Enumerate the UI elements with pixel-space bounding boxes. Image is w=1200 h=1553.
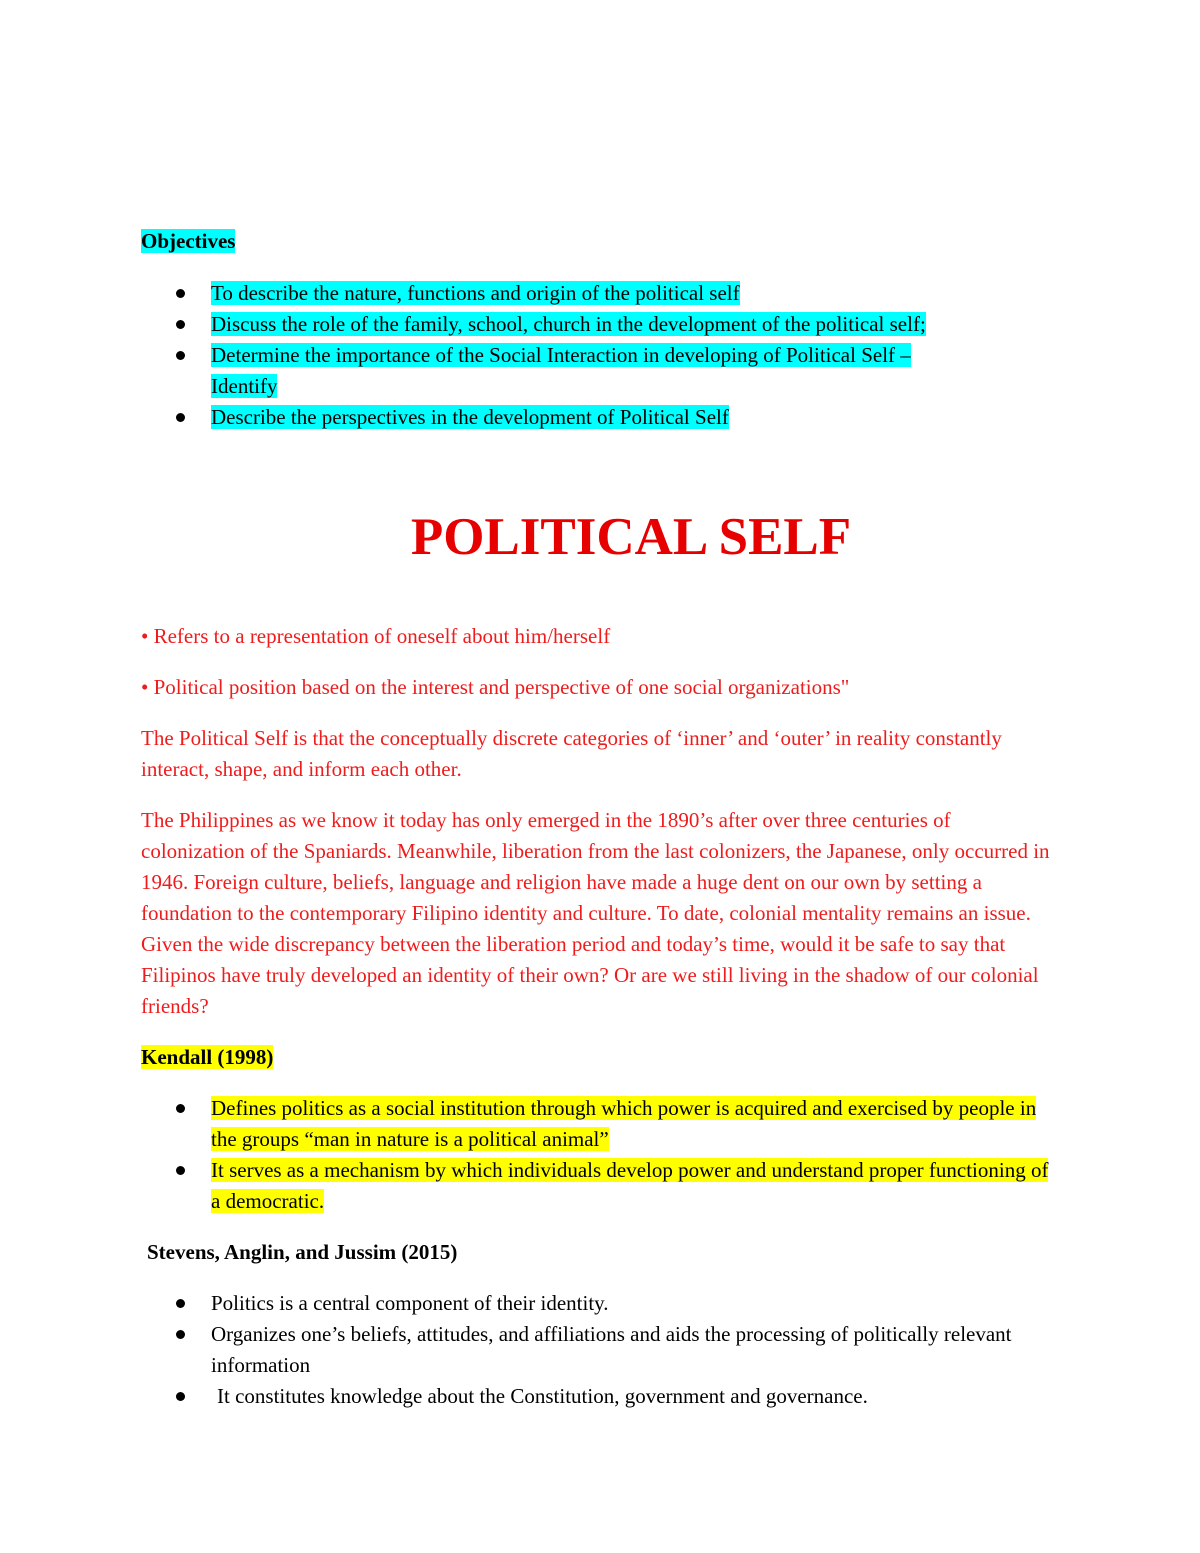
list-item: Determine the importance of the Social Interaction in developing of Political Self – Identify — [141, 340, 1061, 402]
bullet-icon — [176, 320, 185, 329]
list-item: To describe the nature, functions and origin of the political self — [141, 278, 1061, 309]
definition-2: • Political position based on the interest and perspective of one social organizations" — [141, 675, 850, 699]
bullet-icon — [176, 413, 185, 422]
document-page — [141, 226, 1061, 1412]
paragraph-political-self: The Political Self is that the conceptually discrete categories of ‘inner’ and ‘outer’ in reality constantly interact, shape, and inform each other. — [141, 726, 1002, 781]
list-item: Discuss the role of the family, school, church in the development of the political self; — [141, 309, 1061, 340]
list-item: Describe the perspectives in the development of Political Self — [141, 402, 1061, 433]
bullet-icon — [176, 289, 185, 298]
bullet-icon — [176, 1330, 185, 1339]
definition-1: • Refers to a representation of oneself about him/herself — [141, 624, 611, 648]
bullet-icon — [176, 1104, 185, 1113]
objectives-list — [141, 278, 1061, 433]
kendall-heading: Kendall (1998) — [141, 1045, 274, 1069]
page-title: POLITICAL SELF — [410, 508, 852, 566]
list-item: Defines politics as a social institution through which power is acquired and exercised by people in the groups “man in nature is a political animal” — [141, 1093, 1051, 1155]
bullet-icon — [176, 1392, 185, 1401]
list-item: It constitutes knowledge about the Constitution, government and governance. — [141, 1381, 1041, 1412]
list-item: Organizes one’s beliefs, attitudes, and affiliations and aids the processing of politically relevant information — [141, 1319, 1041, 1381]
list-item: It serves as a mechanism by which individuals develop power and understand proper functioning of a democratic. — [141, 1155, 1051, 1217]
list-item: Politics is a central component of their identity. — [141, 1288, 1041, 1319]
kendall-list — [141, 1093, 1051, 1217]
paragraph-philippines: The Philippines as we know it today has only emerged in the 1890’s after over three centuries of colonization of the Spaniards. Meanwhile, liberation from the last colonizers, the Japanese, only occurred in 1946. Foreign culture, beliefs, language and religion have made a huge dent on our own by setting a foundation to the contemporary Filipino identity and culture. To date, colonial mentality remains an issue. Given the wide discrepancy between the liberation period and today’s time, would it be safe to say that Filipinos have truly developed an identity of their own? Or are we still living in the shadow of our colonial friends? — [141, 808, 1050, 1018]
objectives-heading: Objectives — [141, 229, 236, 253]
bullet-icon — [176, 1299, 185, 1308]
stevens-heading: Stevens, Anglin, and Jussim (2015) — [147, 1240, 458, 1264]
stevens-list — [141, 1288, 1041, 1412]
bullet-icon — [176, 351, 185, 360]
bullet-icon — [176, 1166, 185, 1175]
